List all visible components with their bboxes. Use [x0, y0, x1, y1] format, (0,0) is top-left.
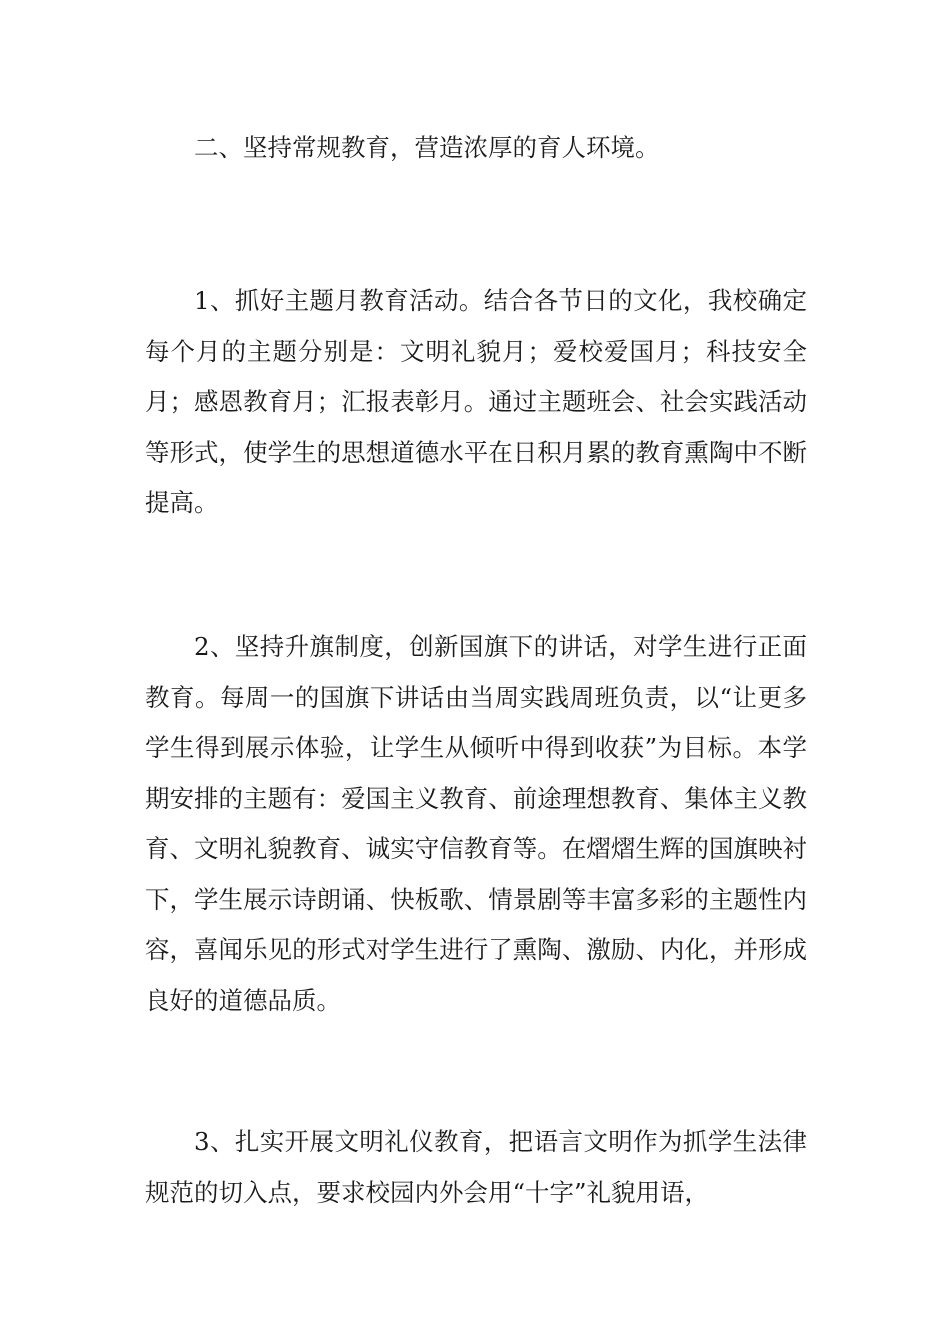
paragraph-1 [145, 276, 807, 529]
paragraph-3-text: 3、扎实开展文明礼仪教育，把语言文明作为抓学生法律规范的切入点，要求校园内外会用“十字”礼貌用语， [145, 1127, 807, 1207]
paragraph-2 [145, 622, 807, 1026]
paragraph-3 [145, 1117, 807, 1218]
paragraph-1-text: 1、抓好主题月教育活动。结合各节日的文化，我校确定每个月的主题分别是：文明礼貌月；爱校爱国月；科技安全月；感恩教育月；汇报表彰月。通过主题班会、社会实践活动等形式，使学生的思想道德水平在日积月累的教育熏陶中不断提高。 [145, 286, 807, 517]
section-heading [145, 123, 807, 174]
paragraph-2-text: 2、坚持升旗制度，创新国旗下的讲话，对学生进行正面教育。每周一的国旗下讲话由当周实践周班负责，以“让更多学生得到展示体验，让学生从倾听中得到收获”为目标。本学期安排的主题有：爱国主义教育、前途理想教育、集体主义教育、文明礼貌教育、诚实守信教育等。在熠熠生辉的国旗映衬下，学生展示诗朗诵、快板歌、情景剧等丰富多彩的主题性内容，喜闻乐见的形式对学生进行了熏陶、激励、内化，并形成良好的道德品质。 [145, 632, 807, 1015]
section-heading-text: 二、坚持常规教育，营造浓厚的育人环境。 [194, 133, 660, 162]
